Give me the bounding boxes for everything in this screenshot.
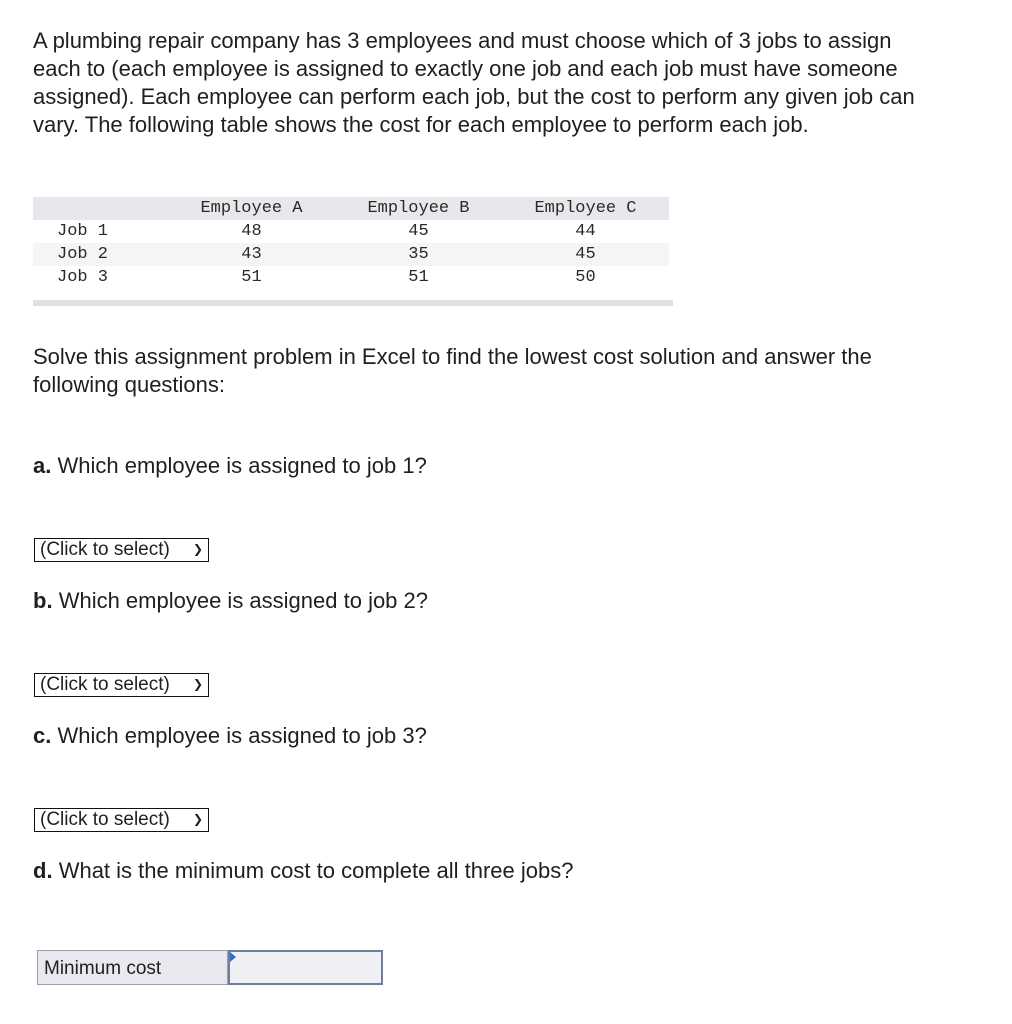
cost-cell: 35 <box>408 245 429 264</box>
question-text: Which employee is assigned to job 2? <box>58 588 429 613</box>
select-value: (Click to select) <box>40 809 170 830</box>
job-3-select[interactable] <box>34 808 209 832</box>
cost-cell: 43 <box>241 245 262 264</box>
minimum-cost-input[interactable] <box>228 950 383 985</box>
instructions: Solve this assignment problem in Excel to find the lowest cost solution and answer the following questions: <box>33 344 872 397</box>
table-row <box>33 243 669 266</box>
job-2-select[interactable] <box>34 673 209 697</box>
select-value: (Click to select) <box>40 539 170 560</box>
input-flag-icon <box>230 952 236 962</box>
question-b <box>33 587 428 615</box>
select-value: (Click to select) <box>40 674 170 695</box>
minimum-cost-label: Minimum cost <box>37 950 228 985</box>
cost-cell: 51 <box>241 268 262 287</box>
cost-cell: 45 <box>408 222 429 241</box>
question-text: Which employee is assigned to job 3? <box>57 723 427 748</box>
cost-table <box>33 197 673 289</box>
table-row <box>33 220 673 243</box>
chevron-down-icon: ❯ <box>192 542 203 556</box>
header-employee-c: Employee C <box>534 199 637 218</box>
question-d <box>33 857 573 885</box>
chevron-down-icon: ❯ <box>192 812 203 826</box>
cost-cell: 50 <box>575 268 596 287</box>
row-label: Job 1 <box>57 222 109 241</box>
question-a <box>33 452 427 480</box>
question-letter: a. <box>33 453 52 478</box>
question-text: Which employee is assigned to job 1? <box>57 453 427 478</box>
table-bottom-rule <box>33 300 673 306</box>
cost-cell: 44 <box>575 222 596 241</box>
job-1-select[interactable] <box>34 538 209 562</box>
problem-intro: A plumbing repair company has 3 employees and must choose which of 3 jobs to assign each to (each employee is assigned to exactly one job and each job must have someone assigned). Each employee can perform each job, but the cost to perform any given job can vary. The following table shows the cost for each employee to perform each job. <box>33 28 915 137</box>
question-c <box>33 722 427 750</box>
cost-cell: 45 <box>575 245 596 264</box>
question-letter: b. <box>33 588 53 613</box>
question-text: What is the minimum cost to complete all three jobs? <box>58 858 574 883</box>
header-employee-a: Employee A <box>200 199 303 218</box>
table-header-row <box>33 197 669 220</box>
row-label: Job 3 <box>57 268 109 287</box>
minimum-cost-row <box>37 950 383 985</box>
row-label: Job 2 <box>57 245 109 264</box>
question-letter: c. <box>33 723 52 748</box>
table-row <box>33 266 673 289</box>
cost-cell: 51 <box>408 268 429 287</box>
header-employee-b: Employee B <box>367 199 470 218</box>
cost-cell: 48 <box>241 222 262 241</box>
question-letter: d. <box>33 858 53 883</box>
chevron-down-icon: ❯ <box>192 677 203 691</box>
